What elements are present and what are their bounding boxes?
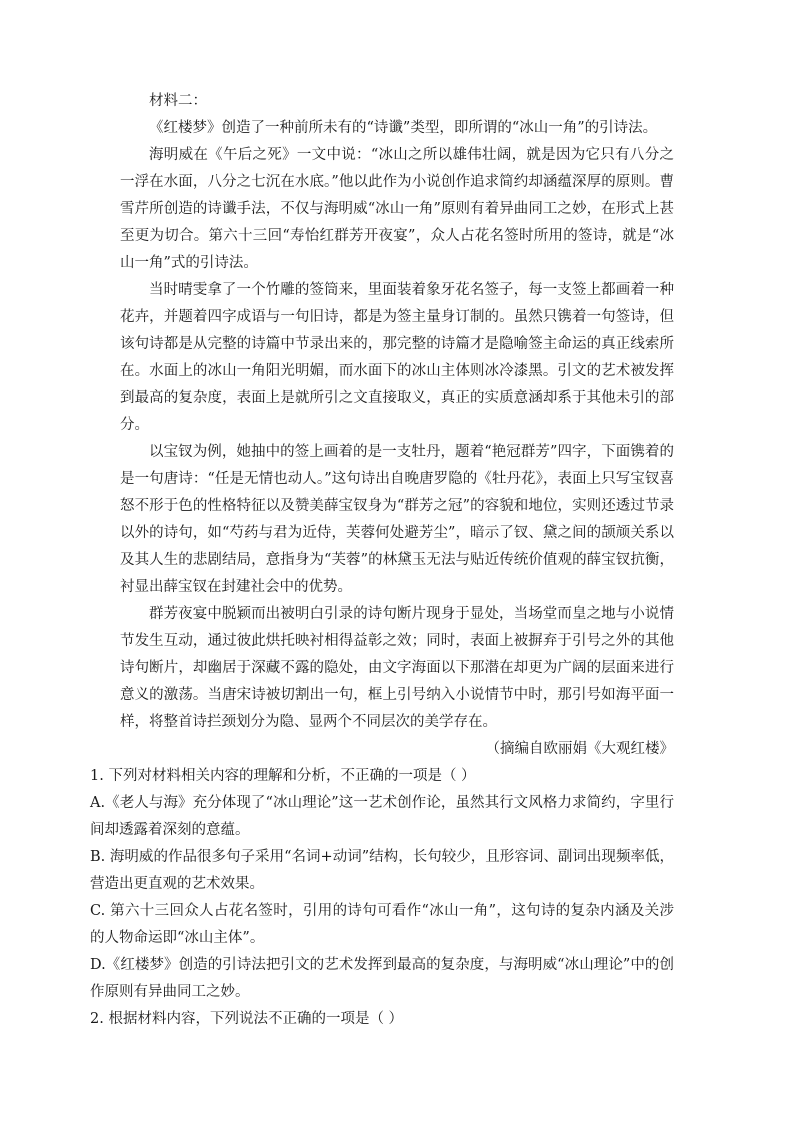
material-heading: 材料二：	[149, 93, 207, 109]
document-page	[90, 88, 674, 1033]
source-citation: （摘编自欧丽娟《大观红楼》	[485, 741, 674, 757]
question-1-option-b: B. 海明威的作品很多句子采用“名词+动词”结构，长句较少，且形容词、副词出现频率低，营造出更直观的艺术效果。	[90, 849, 674, 892]
paragraph-2: 海明威在《午后之死》一文中说：“冰山之所以雄伟壮阔，就是因为它只有八分之一浮在水面，八分之七沉在水底。”他以此作为小说创作追求简约却涵蕴深厚的原则。曹雪芹所创造的诗谶手法，不仅与海明威“冰山一角”原则有着异曲同工之妙，在形式上甚至更为切合。第六十三回“寿怡红群芳开夜宴”，众人占花名签时所用的签诗，就是“冰山一角”式的引诗法。	[120, 147, 674, 271]
question-1-option-a: A.《老人与海》充分体现了“冰山理论”这一艺术创作论，虽然其行文风格力求简约，字里行间却透露着深刻的意蕴。	[90, 795, 674, 838]
question-1-option-c: C. 第六十三回众人占花名签时，引用的诗句可看作“冰山一角”，这句诗的复杂内涵及关涉的人物命运即“冰山主体”。	[90, 903, 674, 946]
paragraph-3: 当时晴雯拿了一个竹雕的签筒来，里面装着象牙花名签子，每一支签上都画着一种花卉，并题着四字成语与一句旧诗，都是为签主量身订制的。虽然只镌着一句签诗，但该句诗都是从完整的诗篇中节录出来的，那完整的诗篇才是隐喻签主命运的真正线索所在。水面上的冰山一角阳光明媚，而水面下的冰山主体则冰冷漆黑。引文的艺术被发挥到最高的复杂度，表面上是就所引之文直接取义，真正的实质意涵却系于其他未引的部分。	[120, 282, 674, 433]
question-2-stem: 2. 根据材料内容，下列说法不正确的一项是（ ）	[90, 1011, 404, 1027]
question-1-stem: 1. 下列对材料相关内容的理解和分析，不正确的一项是（ ）	[90, 768, 476, 784]
paragraph-5: 群芳夜宴中脱颖而出被明白引录的诗句断片现身于显处，当场堂而皇之地与小说情节发生互动，通过彼此烘托映衬相得益彰之效；同时，表面上被摒弃于引号之外的其他诗句断片，却幽居于深藏不露的隐处，由文字海面以下那潜在却更为广阔的层面来进行意义的激荡。当唐宋诗被切割出一句，框上引号纳入小说情节中时，那引号如海平面一样，将整首诗拦颈划分为隐、显两个不同层次的美学存在。	[120, 606, 674, 730]
paragraph-4: 以宝钗为例，她抽中的签上画着的是一支牡丹，题着“艳冠群芳”四字，下面镌着的是一句唐诗：“任是无情也动人。”这句诗出自晚唐罗隐的《牡丹花》，表面上只写宝钗喜怒不形于色的性格特征以及赞美薛宝钗身为“群芳之冠”的容貌和地位，实则还透过节录以外的诗句，如“芍药与君为近侍，芙蓉何处避芳尘”，暗示了钗、黛之间的颉颃关系以及其人生的悲剧结局，意指身为“芙蓉”的林黛玉无法与贴近传统价值观的薛宝钗抗衡，衬显出薛宝钗在封建社会中的优势。	[120, 444, 674, 595]
question-2	[90, 1006, 674, 1033]
paragraph-1: 《红楼梦》创造了一种前所未有的“诗谶”类型，即所谓的“冰山一角”的引诗法。	[149, 120, 658, 136]
question-1	[90, 763, 674, 1006]
question-1-option-d: D.《红楼梦》创造的引诗法把引文的艺术发挥到最高的复杂度，与海明威“冰山理论”中的创作原则有异曲同工之妙。	[90, 957, 674, 1000]
